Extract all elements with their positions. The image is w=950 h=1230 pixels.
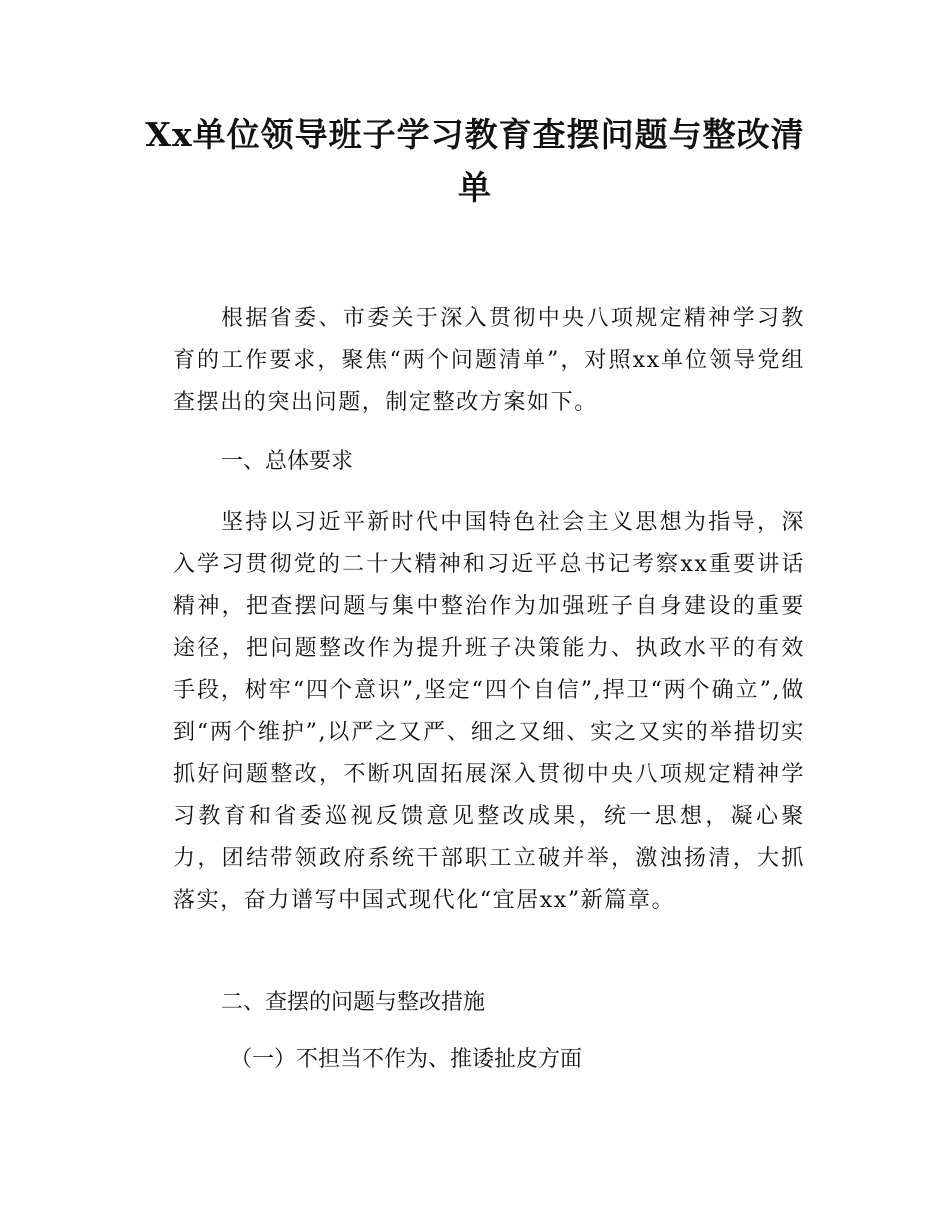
section-heading-general-requirements: 一、总体要求 xyxy=(221,449,354,474)
general-requirements-paragraph: 坚持以习近平新时代中国特色社会主义思想为指导，深入学习贯彻党的二十大精神和习近平总书记考察xx重要讲话精神，把查摆问题与集中整治作为加强班子自身建设的重要途径，把问题整改作为提升班子决策能力、执政水平的有效手段，树牢“四个意识”,坚定“四个自信”,捍卫“两个确立”,做到“两个维护”,以严之又严、细之又细、实之又实的举措切实抓好问题整改，不断巩固拓展深入贯彻中央八项规定精神学习教育和省委巡视反馈意见整改成果，统一思想，凝心聚力，团结带领政府系统干部职工立破并举，激浊扬清，大抓落实，奋力谱写中国式现代化“宜居xx”新篇章。 xyxy=(173,510,805,913)
section-heading-problems-and-measures: 二、查摆的问题与整改措施 xyxy=(221,990,486,1015)
document-title: Xx单位领导班子学习教育查摆问题与整改清单 xyxy=(145,115,805,207)
intro-paragraph: 根据省委、市委关于深入贯彻中央八项规定精神学习教育的工作要求，聚焦“两个问题清单”，对照xx单位领导党组查摆出的突出问题，制定整改方案如下。 xyxy=(173,306,805,415)
subsection-heading-responsibility: （一）不担当不作为、推诿扯皮方面 xyxy=(230,1047,583,1072)
